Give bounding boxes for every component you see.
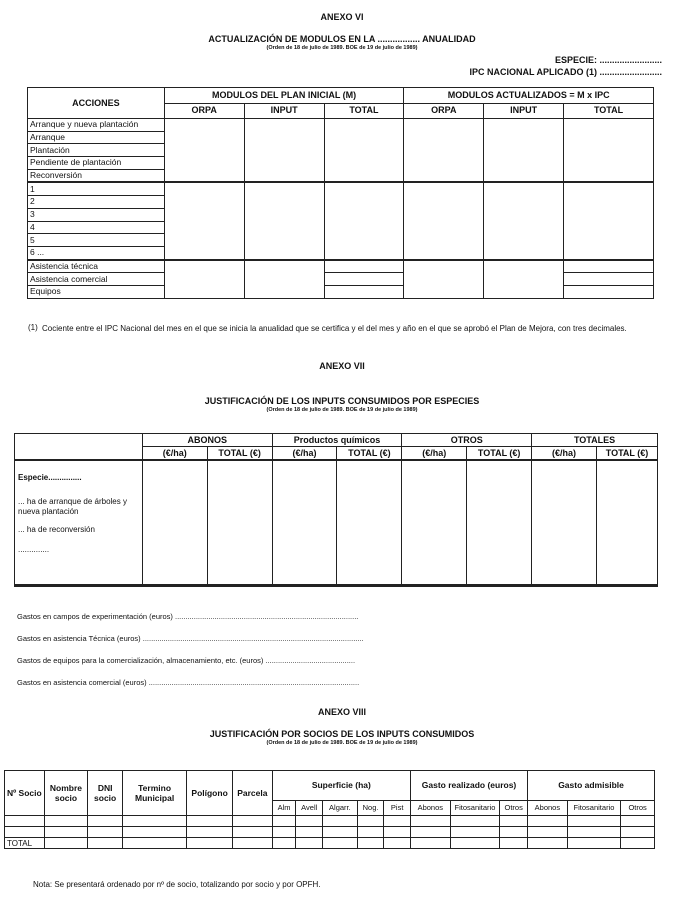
group-plan-inicial: MODULOS DEL PLAN INICIAL (M) xyxy=(164,88,404,104)
col-acciones: ACCIONES xyxy=(28,88,165,119)
col-eur-ha: (€/ha) xyxy=(532,447,597,461)
col-total-eur: TOTAL (€) xyxy=(337,447,402,461)
col-total-eur: TOTAL (€) xyxy=(207,447,272,461)
table-row xyxy=(28,119,654,132)
col-total-eur: TOTAL (€) xyxy=(467,447,532,461)
row-label: Equipos xyxy=(28,285,165,298)
row-label: Arranque y nueva plantación xyxy=(28,119,165,132)
gasto-asistencia-tecnica: Gastos en asistencia Técnica (euros) .......................................................................................................... xyxy=(17,634,364,643)
table-row xyxy=(28,208,654,221)
row-label: 5 xyxy=(28,234,165,247)
anexo7-ref: (Orden de 18 de julio de 1989. BOE de 19 de julio de 1989) xyxy=(266,407,418,413)
gasto-equipos: Gastos de equipos para la comercialización, almacenamiento, etc. (euros) ........................................... xyxy=(17,656,356,665)
table-row xyxy=(28,285,654,298)
row-label: Asistencia comercial xyxy=(28,273,165,286)
col-input: INPUT xyxy=(244,103,324,119)
row-label: 1 xyxy=(28,182,165,195)
group-modulos-actualizados: MODULOS ACTUALIZADOS = M x IPC xyxy=(404,88,654,104)
especie-line: ESPECIE: ......................... xyxy=(554,55,662,65)
col-dni-socio: DNI socio xyxy=(88,771,123,816)
anexo8-heading: ANEXO VIII xyxy=(317,707,366,717)
table-row xyxy=(28,273,654,286)
blank-line: .............. xyxy=(18,545,50,554)
col-orpa: ORPA xyxy=(164,103,244,119)
ipc-line: IPC NACIONAL APLICADO (1) ......................... xyxy=(469,67,662,77)
col-superficie: Superficie (ha) xyxy=(272,771,410,801)
footnote-number: (1) xyxy=(28,323,38,332)
col-termino-municipal: Termino Municipal xyxy=(122,771,186,816)
anexo8-note: Nota: Se presentará ordenado por nº de socio, totalizando por socio y por OPFH. xyxy=(33,880,321,889)
gasto-asistencia-comercial: Gastos en asistencia comercial (euros) ..................................................................................................... xyxy=(17,678,360,687)
anexo6-title: ACTUALIZACIÓN DE MODULOS EN LA ................. ANUALIDAD xyxy=(208,34,476,44)
row-label: 2 xyxy=(28,196,165,209)
group-totales: TOTALES xyxy=(532,434,658,447)
col-fitosanitario: Fitosanitario xyxy=(450,800,500,815)
table-row xyxy=(5,827,655,838)
table-row xyxy=(28,196,654,209)
col-gasto-realizado: Gasto realizado (euros) xyxy=(410,771,527,801)
col-abonos: Abonos xyxy=(528,800,568,815)
col-gasto-admisible: Gasto admisible xyxy=(528,771,655,801)
table-row xyxy=(28,246,654,259)
col-orpa: ORPA xyxy=(404,103,484,119)
anexo8-title: JUSTIFICACIÓN POR SOCIOS DE LOS INPUTS CONSUMIDOS xyxy=(209,729,475,739)
total-row xyxy=(5,838,655,849)
col-total-eur: TOTAL (€) xyxy=(597,447,658,461)
table-row xyxy=(28,169,654,182)
col-algarr: Algarr. xyxy=(323,800,358,815)
blank-header xyxy=(15,434,143,461)
inputs-table xyxy=(14,433,658,587)
anexo7-heading: ANEXO VII xyxy=(319,361,365,371)
especie-label: Especie............... xyxy=(18,473,82,482)
col-eur-ha: (€/ha) xyxy=(142,447,207,461)
col-parcela: Parcela xyxy=(232,771,272,816)
group-otros: OTROS xyxy=(402,434,532,447)
row-label: 6 ... xyxy=(28,246,165,259)
col-otros: Otros xyxy=(500,800,528,815)
table-row xyxy=(28,144,654,157)
gasto-experimentacion: Gastos en campos de experimentación (euros) ........................................................................................ xyxy=(17,612,359,621)
modulos-table xyxy=(27,87,654,299)
table-row xyxy=(28,221,654,234)
group-abonos: ABONOS xyxy=(142,434,272,447)
anexo6-heading: ANEXO VI xyxy=(320,12,364,22)
col-avell: Avell xyxy=(296,800,323,815)
reconversion-line: ... ha de reconversión xyxy=(18,525,95,534)
row-label: Pendiente de plantación xyxy=(28,157,165,170)
anexo7-title: JUSTIFICACIÓN DE LOS INPUTS CONSUMIDOS POR ESPECIES xyxy=(204,396,480,406)
col-input: INPUT xyxy=(484,103,564,119)
table-row xyxy=(28,131,654,144)
footnote-text: Cociente entre el IPC Nacional del mes en el que se inicia la anualidad que se certifica y el del mes y año en el que se aprobó el Plan de Mejora, con tres decimales. xyxy=(42,324,627,333)
table-row xyxy=(28,157,654,170)
row-label: Reconversión xyxy=(28,169,165,182)
socios-table xyxy=(4,770,655,849)
table-row xyxy=(28,234,654,247)
col-abonos: Abonos xyxy=(410,800,450,815)
row-label: Asistencia técnica xyxy=(28,260,165,273)
col-nog: Nog. xyxy=(357,800,384,815)
col-nombre-socio: Nombre socio xyxy=(44,771,88,816)
row-label: 4 xyxy=(28,221,165,234)
col-eur-ha: (€/ha) xyxy=(402,447,467,461)
table-row xyxy=(28,260,654,273)
group-productos-quimicos: Productos químicos xyxy=(272,434,402,447)
col-total: TOTAL xyxy=(324,103,404,119)
col-poligono: Polígono xyxy=(187,771,233,816)
row-label: Arranque xyxy=(28,131,165,144)
row-label: Plantación xyxy=(28,144,165,157)
table-row xyxy=(5,816,655,827)
total-label: TOTAL xyxy=(5,838,45,849)
table-row xyxy=(15,460,658,586)
col-otros: Otros xyxy=(621,800,655,815)
col-total: TOTAL xyxy=(564,103,654,119)
col-pist: Pist xyxy=(384,800,411,815)
col-fitosanitario: Fitosanitario xyxy=(567,800,621,815)
col-alm: Alm xyxy=(272,800,296,815)
row-label: 3 xyxy=(28,208,165,221)
anexo8-ref: (Orden de 18 de julio de 1989. BOE de 19 de julio de 1989) xyxy=(266,740,418,746)
anexo6-ref: (Orden de 18 de julio de 1989. BOE de 19 de julio de 1989) xyxy=(266,45,418,51)
table-row xyxy=(28,182,654,195)
especie-cell xyxy=(15,460,143,586)
col-num-socio: Nº Socio xyxy=(5,771,45,816)
arranque-line: ... ha de arranque de árboles y nueva plantación xyxy=(18,497,127,516)
col-eur-ha: (€/ha) xyxy=(272,447,337,461)
